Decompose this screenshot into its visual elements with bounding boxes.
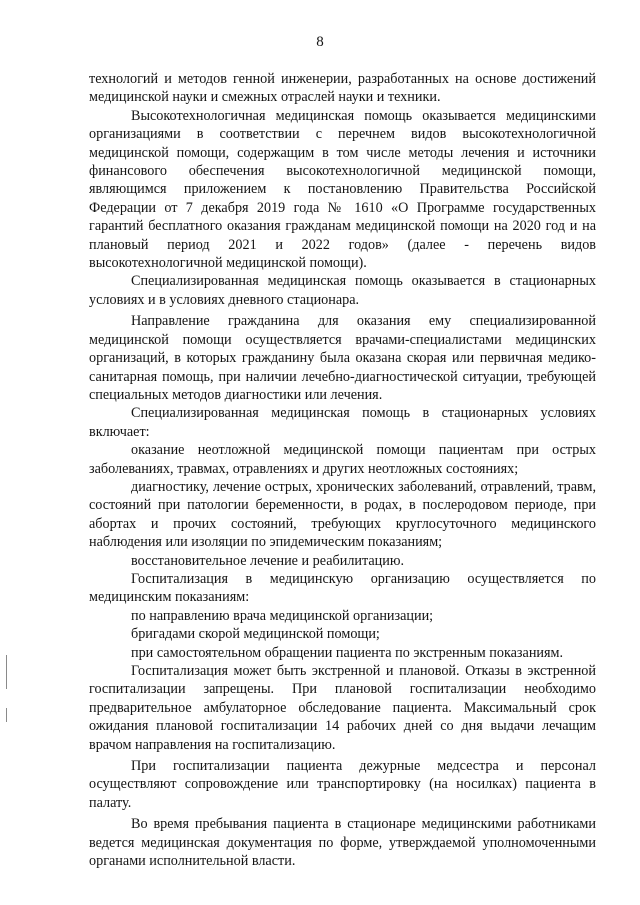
paragraph: Госпитализация в медицинскую организацию осуществляется по медицинским показаниям: [89,570,596,606]
list-item: оказание неотложной медицинской помощи пациентам при острых заболеваниях, травмах, отравлениях и других неотложных состояниях; [89,442,596,477]
paragraph: Госпитализация может быть экстренной и плановой. Отказы в экстренной госпитализации запрещены. При плановой госпитализации необходимо предварительное амбулаторное обследование пациента. Максимальный срок ожидания плановой госпитализации 14 рабочих дней со дня выдачи лечащим врачом направления на госпитализацию. [89,663,596,753]
list-item: при самостоятельном обращении пациента по экстренным показаниям. [131,644,564,661]
scan-artifact [6,655,7,689]
page-number: 8 [316,34,324,50]
paragraph: При госпитализации пациента дежурные медсестра и персонал осуществляют сопровождение или транспортировку (на носилках) пациента в палату. [89,758,596,811]
list-item: по направлению врача медицинской организации; [131,607,434,624]
paragraph: технологий и методов генной инженерии, разработанных на основе достижений медицинской науки и смежных отраслей науки и техники. [89,71,596,106]
paragraph: Направление гражданина для оказания ему специализированной медицинской помощи осуществляется врачами-специалистами медицинских организаций, в которых гражданину была оказана скорая или первичная медико-санитарная помощь, при наличии лечебно-диагностической ситуации, требующей специальных методов диагностики или лечения. [89,313,596,403]
paragraph: Специализированная медицинская помощь в стационарных условиях включает: [89,405,596,440]
document-body [89,70,596,870]
paragraph: Высокотехнологичная медицинская помощь оказывается медицинскими организациями в соответствии с перечнем видов высокотехнологичной медицинской помощи, содержащим в том числе методы лечения и источники финансового обеспечения высокотехнологичной медицинской помощи, являющимся приложением к постановлению Правительства Российской Федерации от 7 декабря 2019 года № 1610 «О Программе государственных гарантий бесплатного оказания гражданам медицинской помощи на 2020 год и на плановый период 2021 и 2022 годов» (далее - перечень видов высокотехнологичной медицинской помощи). [89,107,596,272]
scan-artifact [6,708,7,722]
list-item: бригадами скорой медицинской помощи; [131,626,380,643]
list-item: восстановительное лечение и реабилитацию. [131,552,405,569]
paragraph: Во время пребывания пациента в стационаре медицинскими работниками ведется медицинская документация по форме, утверждаемой уполномоченными органами исполнительной власти. [89,816,596,870]
list-item: диагностику, лечение острых, хронических заболеваний, отравлений, травм, состояний при патологии беременности, в родах, в послеродовом периоде, при абортах и прочих состояний, требующих круглосуточного медицинского наблюдения или изоляции по эпидемическим показаниям; [89,478,596,551]
paragraph: Специализированная медицинская помощь оказывается в стационарных условиях и в условиях дневного стационара. [89,273,596,308]
